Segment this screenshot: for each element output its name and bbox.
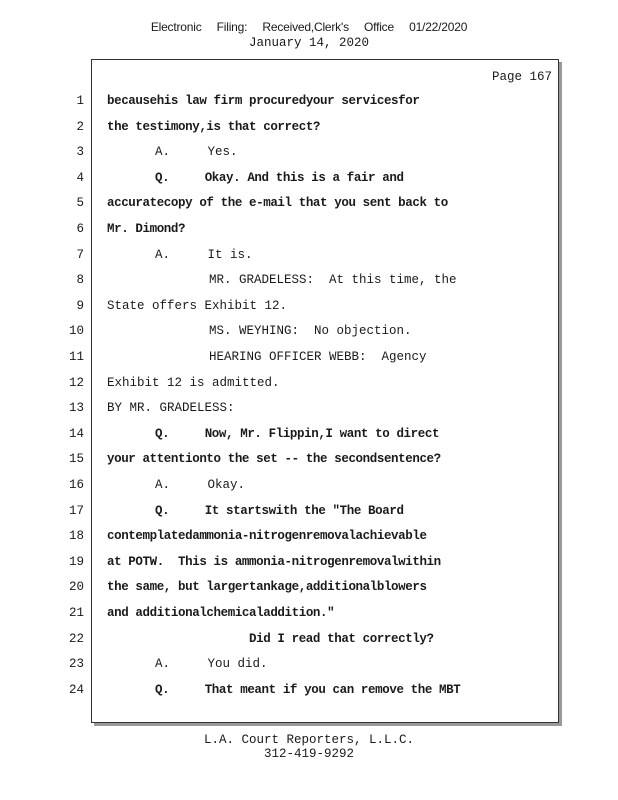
line-number: 1 [76,94,84,108]
line-text: Q. That meant if you can remove the MBT [155,683,461,697]
footer-phone: 312-419-9292 [263,747,354,761]
line-number: 24 [68,683,84,697]
line-text: HEARING OFFICER WEBB: Agency [209,350,427,364]
line-number: 7 [76,248,84,262]
line-text: MR. GRADELESS: At this time, the [209,273,457,287]
line-number: 9 [76,299,84,313]
filing-word: Filing: [216,20,248,34]
line-number: 5 [76,196,84,210]
line-text: your attentionto the set -- the secondsentence? [107,452,441,466]
line-number: 18 [68,529,84,543]
footer-company: L.A. Court Reporters, L.L.C. [203,733,415,747]
line-number: 13 [68,401,84,415]
line-number: 10 [68,324,84,338]
line-text: A. It is. [155,248,253,262]
line-number: 21 [68,606,84,620]
line-text: Q. Now, Mr. Flippin,I want to direct [155,427,440,441]
line-text: Did I read that correctly? [249,632,434,646]
line-text: Exhibit 12 is admitted. [107,376,280,390]
line-text: Q. It startswith the "The Board [155,504,404,518]
line-text: BY MR. GRADELESS: [107,401,235,415]
line-text: at POTW. This is ammonia-nitrogenremovalwithin [107,555,441,569]
line-number: 19 [68,555,84,569]
line-number: 17 [68,504,84,518]
line-number: 12 [68,376,84,390]
line-number: 14 [68,427,84,441]
line-number: 2 [76,120,84,134]
line-text: Q. Okay. And this is a fair and [155,171,404,185]
hearing-date: January 14, 2020 [248,36,370,50]
filing-stamp [0,20,618,34]
line-text: becausehis law firm procuredyour servicesfor [107,94,420,108]
line-text: A. Yes. [155,145,238,159]
filing-office: Office [364,20,394,34]
page-number: Page 167 [491,70,552,84]
line-text: A. You did. [155,657,268,671]
line-number: 8 [76,273,84,287]
line-number: 20 [68,580,84,594]
line-text: Mr. Dimond? [107,222,186,236]
line-number: 15 [68,452,84,466]
filing-received: Received,Clerk's [262,20,349,34]
line-number: 22 [68,632,84,646]
line-text: MS. WEYHING: No objection. [209,324,412,338]
line-number: 3 [76,145,84,159]
line-number: 23 [68,657,84,671]
line-text: the same, but largertankage,additionalblowers [107,580,427,594]
line-text: accuratecopy of the e-mail that you sent back to [107,196,448,210]
line-text: A. Okay. [155,478,246,492]
line-text: the testimony,is that correct? [107,120,321,134]
line-number: 6 [76,222,84,236]
filing-date: 01/22/2020 [409,20,468,34]
line-text: contemplatedammonia-nitrogenremovalachievable [107,529,427,543]
line-number: 4 [76,171,84,185]
line-text: and additionalchemicaladdition." [107,606,335,620]
filing-electronic: Electronic [150,20,202,34]
line-number: 16 [68,478,84,492]
line-text: State offers Exhibit 12. [107,299,288,313]
line-number: 11 [68,350,84,364]
